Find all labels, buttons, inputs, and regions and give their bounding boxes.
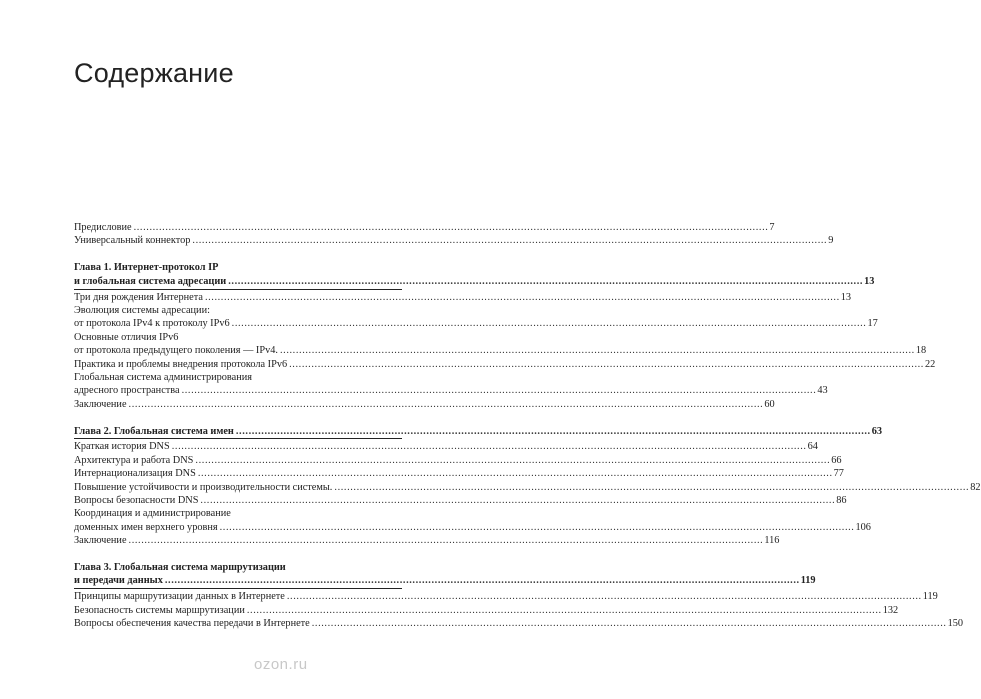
page-number: 60 [764, 398, 775, 410]
toc-entry-title: Универсальный коннектор [74, 235, 191, 247]
toc-entry-title: Практика и проблемы внедрения протокола IPv6 [74, 358, 288, 370]
toc-entry [74, 521, 871, 534]
page-number: 18 [915, 345, 927, 357]
toc-entry-title-line: Глава 1. Интернет-протокол IP [74, 262, 219, 274]
toc-entry-title: Заключение [74, 398, 127, 410]
toc-entry-title-line: Глобальная система администрирования [74, 371, 252, 383]
page-number: 17 [867, 318, 878, 330]
toc-entry-title: Заключение [74, 535, 127, 547]
toc-entry-title: Интернационализация DNS [74, 468, 196, 480]
dot-leader: ........................................................................................................................................................................................................ [231, 318, 867, 330]
toc-entry [74, 317, 878, 330]
toc-entry-title: Вопросы безопасности DNS [74, 495, 199, 507]
toc-entry-title: от протокола предыдущего поколения — IPv4. [74, 345, 278, 357]
page-number: 22 [924, 358, 936, 370]
toc-entry-title: Повышение устойчивости и производительности системы. [74, 481, 333, 493]
page-number: 119 [800, 575, 816, 587]
page-number: 13 [840, 291, 852, 303]
page-number: 77 [833, 468, 844, 480]
page-number: 119 [922, 591, 938, 603]
toc-entry-title-line: Эволюция системы адресации: [74, 304, 210, 316]
page-number: 9 [828, 235, 834, 247]
page-number: 82 [970, 481, 981, 493]
dot-leader: ........................................................................................................................................................................................................ [200, 495, 836, 507]
dot-leader: ........................................................................................................................................................................................................ [128, 398, 764, 410]
page-number: 106 [855, 521, 871, 533]
toc-entry-title: доменных имен верхнего уровня [74, 521, 218, 533]
dot-leader: ........................................................................................................................................................................................................ [311, 618, 947, 630]
toc-entry-title-line: Глава 3. Глобальная система маршрутизации [74, 562, 286, 574]
toc-chapter-entry [74, 574, 816, 587]
toc-entry-title: Принципы маршрутизации данных в Интернете [74, 591, 285, 603]
dot-leader: ........................................................................................................................................................................................................ [128, 535, 764, 547]
group-spacer [74, 411, 402, 425]
toc-entry [74, 440, 818, 453]
toc-entry [74, 454, 842, 467]
toc-entry [74, 221, 775, 234]
toc-entry [74, 604, 899, 617]
toc-chapter-entry [74, 275, 875, 288]
dot-leader: ........................................................................................................................................................................................................ [289, 358, 924, 370]
toc-entry [74, 481, 981, 494]
dot-leader: ........................................................................................................................................................................................................ [235, 425, 871, 437]
dot-leader: ........................................................................................................................................................................................................ [286, 591, 922, 603]
toc-entry [74, 590, 938, 603]
toc-entry-title: Глава 2. Глобальная система имен [74, 425, 234, 437]
toc-entry-title-line: Основные отличия IPv6 [74, 331, 179, 343]
page-number: 116 [764, 535, 780, 547]
page-number: 132 [882, 604, 899, 616]
chapter-divider-line [74, 588, 402, 589]
toc-entry [74, 617, 964, 630]
dot-leader: ........................................................................................................................................................................................................ [246, 604, 882, 616]
dot-leader: ........................................................................................................................................................................................................ [195, 454, 831, 466]
toc-entry [74, 358, 936, 371]
ozon-watermark: ozon.ru [254, 656, 308, 673]
toc-entry-title: Три дня рождения Интернета [74, 291, 203, 303]
page-number: 66 [831, 454, 842, 466]
toc-entry [74, 384, 828, 397]
group-spacer [74, 248, 402, 262]
toc-entry [74, 467, 844, 480]
dot-leader: ........................................................................................................................................................................................................ [219, 521, 855, 533]
table-of-contents [74, 221, 981, 631]
dot-leader: ........................................................................................................................................................................................................ [204, 291, 840, 303]
page-number: 150 [947, 618, 964, 630]
dot-leader: ........................................................................................................................................................................................................ [164, 575, 800, 587]
toc-entry-title: адресного пространства [74, 385, 180, 397]
dot-leader: ........................................................................................................................................................................................................ [279, 345, 915, 357]
page-number: 13 [864, 275, 875, 287]
toc-entry-title: и глобальная система адресации [74, 275, 227, 287]
dot-leader: ........................................................................................................................................................................................................ [171, 441, 807, 453]
toc-entry-title: и передачи данных [74, 575, 163, 587]
toc-entry [74, 494, 847, 507]
toc-chapter-entry [74, 425, 883, 438]
dot-leader: ........................................................................................................................................................................................................ [334, 481, 970, 493]
toc-entry-title: Вопросы обеспечения качества передачи в Интернете [74, 618, 310, 630]
toc-entry-title: от протокола IPv4 к протоколу IPv6 [74, 318, 230, 330]
dot-leader: ........................................................................................................................................................................................................ [192, 235, 828, 247]
page-number: 7 [769, 222, 775, 233]
chapter-divider-line [74, 289, 402, 290]
toc-entry-title: Краткая история DNS [74, 441, 170, 453]
dot-leader: ........................................................................................................................................................................................................ [181, 385, 817, 397]
dot-leader: ........................................................................................................................................................................................................ [197, 468, 833, 480]
dot-leader: ........................................................................................................................................................................................................ [133, 222, 769, 233]
chapter-divider-line [74, 438, 402, 439]
toc-entry [74, 344, 927, 357]
toc-entry-title: Безопасность системы маршрутизации [74, 604, 245, 616]
page-number: 63 [871, 425, 883, 437]
group-spacer [74, 548, 402, 562]
toc-entry [74, 291, 852, 304]
toc-entry-title: Предисловие [74, 222, 132, 233]
page-title: Содержание [74, 58, 234, 88]
toc-entry-title: Архитектура и работа DNS [74, 454, 194, 466]
toc-entry [74, 398, 775, 411]
dot-leader: ........................................................................................................................................................................................................ [228, 275, 864, 287]
toc-entry-title-line: Координация и администрирование [74, 508, 231, 520]
toc-entry [74, 534, 780, 547]
toc-entry [74, 234, 834, 247]
page-number: 43 [817, 385, 828, 397]
page-number: 86 [836, 495, 847, 507]
page-number: 64 [807, 441, 818, 453]
